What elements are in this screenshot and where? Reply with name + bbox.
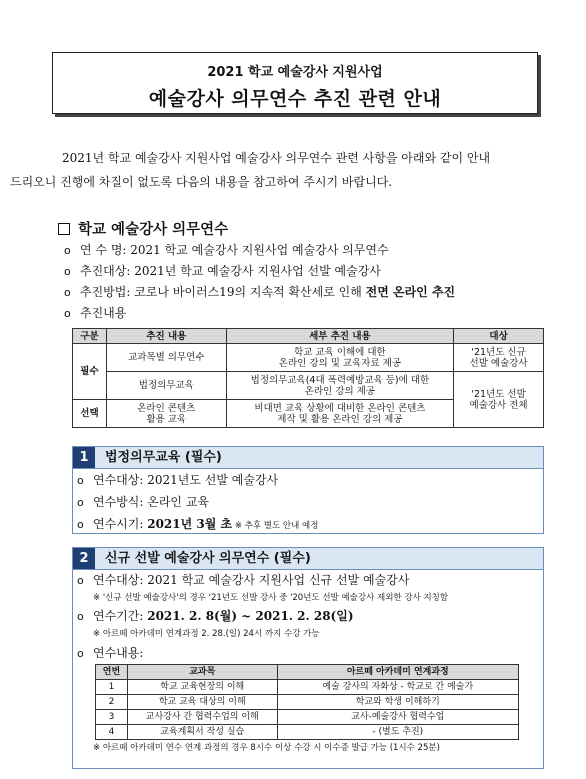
table-cell: 1 — [96, 680, 128, 695]
target-note: ※ '신규 선발 예술강사'의 경우 '21년도 선발 강사 중 '20년도 선발 예술강사 제외한 강사 지칭함 — [93, 593, 449, 603]
table-cell: - (별도 추진) — [277, 725, 518, 740]
table-header-cell: 교과목 — [127, 665, 277, 680]
bullet-text: 연 수 명: 2021 학교 예술강사 지원사업 예술강사 의무연수 — [80, 243, 389, 257]
table-cell-category: 선택 — [73, 400, 107, 428]
program-table — [72, 328, 544, 428]
section-number: 1 — [73, 447, 95, 468]
table-cell: 교사강사 간 협력수업의 이해 — [127, 710, 277, 725]
table-cell: 학교 교육 이해에 대한 온라인 강의 및 교육자료 제공 — [226, 344, 453, 372]
table-cell: 교육계획서 작성 실습 — [127, 725, 277, 740]
box-line-text: 연수방식: 온라인 교육 — [93, 495, 210, 509]
table-header-cell: 세부 추진 내용 — [226, 329, 453, 344]
circle-bullet-icon: o — [77, 574, 84, 587]
table-cell: '21년도 선발 예술강사 전체 — [454, 372, 544, 428]
table-cell: 3 — [96, 710, 128, 725]
bullet-emphasis: 전면 온라인 추진 — [365, 285, 456, 299]
box-line — [73, 491, 543, 513]
section-bullets — [64, 240, 564, 324]
table-cell-category: 필수 — [73, 344, 107, 400]
box-line — [73, 570, 543, 590]
table-cell: 예술 강사의 자화상 - 학교로 간 예술가 — [277, 680, 518, 695]
table-header-cell: 연번 — [96, 665, 128, 680]
table-row — [96, 725, 519, 740]
box-line-value: 2021년 3월 초 — [147, 517, 233, 531]
circle-bullet-icon: o — [64, 265, 71, 278]
table-header-cell: 추진 내용 — [106, 329, 226, 344]
table-row — [73, 344, 544, 372]
table-cell: 법정의무교육 — [106, 372, 226, 400]
table-header-cell: 아르떼 아카데미 연계과정 — [277, 665, 518, 680]
table-cell: 교과목별 의무연수 — [106, 344, 226, 372]
table-header-cell: 대상 — [454, 329, 544, 344]
circle-bullet-icon: o — [64, 286, 71, 299]
box-line-text: 연수대상: 2021년도 선발 예술강사 — [93, 473, 279, 487]
title-box — [52, 52, 538, 114]
table-cell: 2 — [96, 695, 128, 710]
section-box-header — [73, 447, 543, 469]
bullet-text: 추진방법: 코로나 바이러스19의 지속적 확산세로 인해 — [80, 285, 366, 299]
document-title: 예술강사 의무연수 추진 관련 안내 — [148, 88, 442, 110]
table-header-cell: 구분 — [73, 329, 107, 344]
table-cell: 온라인 콘텐츠 활용 교육 — [106, 400, 226, 428]
intro-paragraph — [10, 146, 576, 194]
box-line-text: 연수대상: 2021 학교 예술강사 지원사업 신규 선발 예술강사 — [93, 573, 410, 587]
box-line-label: 연수시기: — [93, 517, 148, 531]
bullet-text: 추진내용 — [80, 306, 127, 320]
table-header-row — [96, 665, 519, 680]
table-row — [96, 695, 519, 710]
circle-bullet-icon: o — [64, 244, 71, 257]
bullet-item — [64, 261, 564, 282]
intro-line-1: 2021년 학교 예술강사 지원사업 예술강사 의무연수 관련 사항을 아래와 같이 안내 — [62, 151, 491, 165]
table-cell: 4 — [96, 725, 128, 740]
section-heading-text: 학교 예술강사 의무연수 — [78, 222, 229, 238]
box-line — [73, 513, 543, 535]
circle-bullet-icon: o — [64, 307, 71, 320]
section-number: 2 — [73, 548, 95, 569]
course-table — [95, 664, 519, 740]
box-line — [73, 469, 543, 491]
document-subtitle: 2021 학교 예술강사 지원사업 — [207, 65, 383, 80]
square-bullet-icon — [58, 223, 70, 235]
table-cell: 학교 교육현장의 이해 — [127, 680, 277, 695]
circle-bullet-icon: o — [77, 610, 84, 623]
table-cell: '21년도 신규 선발 예술강사 — [454, 344, 544, 372]
bottom-note: ※ 아르떼 아카데미 연수 연계 과정의 경우 8시수 이상 수강 시 이수증 발급 가능 (1시수 25분) — [93, 743, 440, 753]
box-line — [73, 606, 543, 626]
circle-bullet-icon: o — [77, 496, 84, 509]
box-line-text: 연수내용: — [93, 646, 144, 660]
table-row — [96, 680, 519, 695]
section-box-title: 법정의무교육 (필수) — [105, 450, 222, 465]
section-box-title: 신규 선발 예술강사 의무연수 (필수) — [105, 551, 311, 566]
box-line-note: ※ 추후 별도 안내 예정 — [232, 521, 319, 531]
intro-line-2: 드리오니 진행에 차질이 없도록 다음의 내용을 참고하여 주시기 바랍니다. — [10, 175, 393, 189]
table-row — [96, 710, 519, 725]
section-box-header — [73, 548, 543, 570]
circle-bullet-icon: o — [77, 518, 84, 531]
bullet-item — [64, 240, 564, 261]
section-box-1 — [72, 446, 544, 534]
table-row — [73, 372, 544, 400]
table-cell: 학교 교육 대상의 이해 — [127, 695, 277, 710]
circle-bullet-icon: o — [77, 647, 84, 660]
section-box-2 — [72, 547, 544, 769]
bullet-item — [64, 282, 564, 303]
table-cell: 비대면 교육 상황에 대비한 온라인 콘텐츠 제작 및 활용 온라인 강의 제공 — [226, 400, 453, 428]
box-line-value: 2021. 2. 8(월) ~ 2021. 2. 28(일) — [147, 609, 354, 623]
bullet-item — [64, 303, 564, 324]
table-cell: 학교와 학생 이해하기 — [277, 695, 518, 710]
box-line — [73, 642, 543, 664]
table-cell: 법정의무교육(4대 폭력예방교육 등)에 대한 온라인 강의 제공 — [226, 372, 453, 400]
bullet-text: 추진대상: 2021년 학교 예술강사 지원사업 선발 예술강사 — [80, 264, 381, 278]
circle-bullet-icon: o — [77, 474, 84, 487]
period-note: ※ 아르떼 아카데미 연계과정 2. 28.(일) 24시 까지 수강 가능 — [93, 629, 320, 639]
table-cell: 교사-예술강사 협력수업 — [277, 710, 518, 725]
table-header-row — [73, 329, 544, 344]
section-heading — [58, 218, 228, 239]
box-line-label: 연수기간: — [93, 609, 148, 623]
